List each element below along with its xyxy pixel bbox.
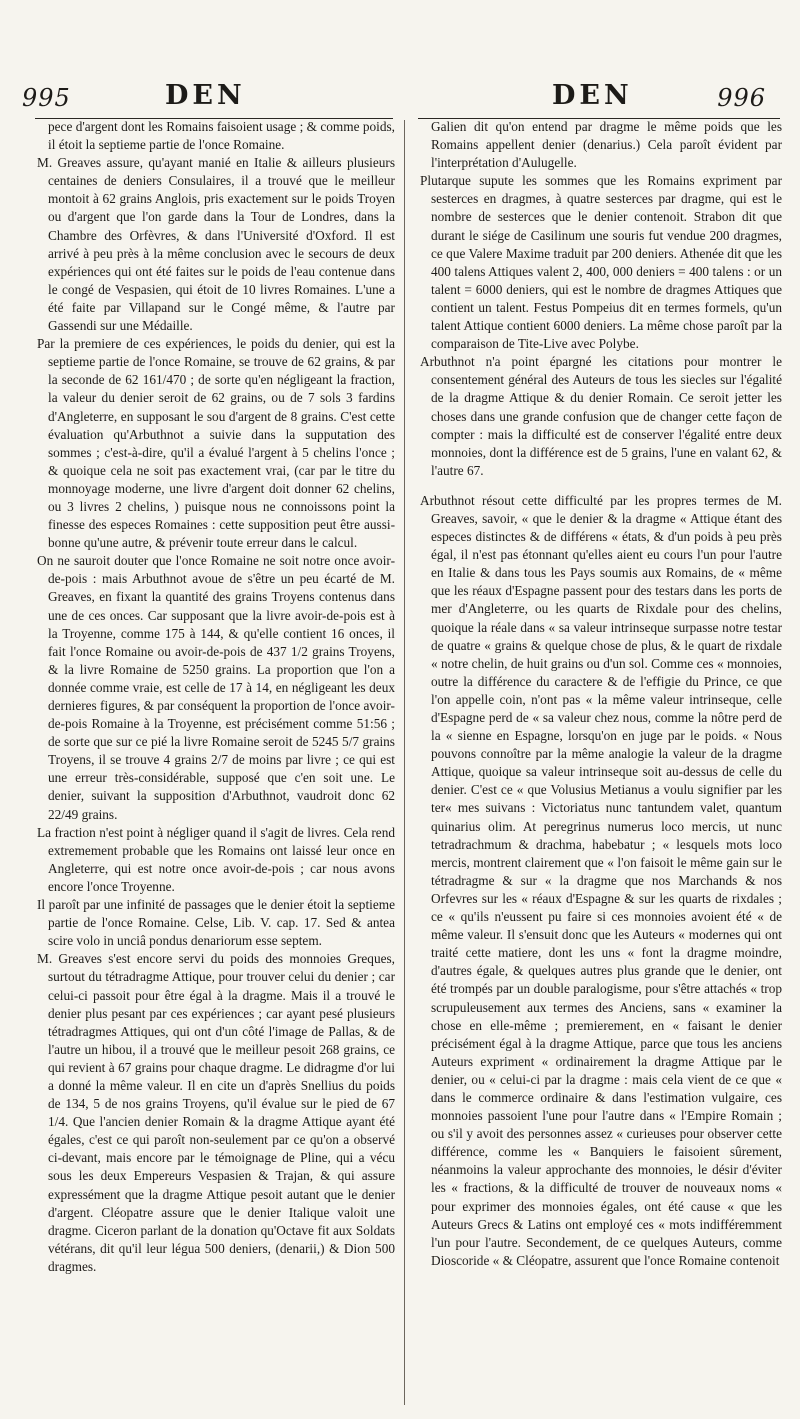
paragraph: Plutarque supute les sommes que les Romains expriment par sesterces en dragmes, à quatre sesterces par dragme, qui est le nombre de sesterces que le denier contenoit. Strabon dit que durant le siége de Casilinum une souris fut vendue 200 dragmes, ce que Valere Maxime traduit par 200 deniers. Athenée dit que les 400 talens Attiques valent 2, 400, 000 deniers = 400 talens : or un talent = 6000 deniers, qui est le nombre de dragmes Attiques que contient un talent. Festus Pompeius dit en termes formels, qu'un talent Attique contient 6000 deniers. La même chose paroît par la comparaison de Tite-Live avec Polybe.: [420, 173, 782, 352]
left-page-number: 995: [22, 84, 71, 112]
paragraph: Il paroît par une infinité de passages que le denier étoit la septieme partie de l'once Romaine. Celse, Lib. V. cap. 17. Sed & antea scire volo in unciâ pondus denariorum esse septem.: [37, 897, 395, 949]
paragraph: M. Greaves assure, qu'ayant manié en Italie & ailleurs plusieurs centaines de deniers Consulaires, il a trouvé que le meilleur montoit à 62 grains Anglois, pris exactement sur le poids Troyen ou d'argent que l'on garde dans la Tour de Londres, dans la Chambre des Orfèvres, & dans l'Université d'Oxford. Il est arrivé à peu près à la même conclusion avec le secours de deux expériences qui ont été faites sur le poids de l'eau contenue dans le congé de Vespasien, qui étoit de 10 livres Romaines. L'une a été faite par Villapand sur le Congé même, & l'autre par Gassendi sur une Médaille.: [37, 155, 395, 334]
right-headword: DEN: [552, 80, 633, 111]
left-column: [37, 118, 395, 1419]
left-headword: DEN: [165, 80, 246, 111]
paragraph: M. Greaves s'est encore servi du poids des monnoies Greques, surtout du tétradragme Attique, pour trouver celui du denier ; car celui-ci passoit pour être égal à la dragme. Mais il a trouvé le denier plus pesant par ces expériences ; car ayant pesé plusieurs tétradragmes Attiques, qui ont d'un côté l'image de Pallas, & de l'autre un hibou, il a trouvé que le meilleur pesoit 268 grains, ce qui revient à 67 grains pour chaque dragme. Le didragme d'or lui a donné la même valeur. Il en cite un d'après Snellius du poids de 134, 5 de nos grains Troyens, qu'il évalue sur le pied de 67 1/4. Que l'ancien denier Romain & la dragme Attique ayant été égales, c'est ce qui paroît non-seulement par ce qu'on a observé ci-devant, mais encore par le témoignage de Pline, qui a vécu sous les deux Empereurs Vespasien & Trajan, & qui assure expressément que la dragme Attique pesoit autant que le denier d'argent. Cléopatre assure que le denier Italique valoit une dragme. Ciceron parlant de la donation qu'Octave fit aux Soldats vétérans, dit qu'il leur légua 500 deniers, (denarii,) & Dion 500 dragmes.: [37, 951, 395, 1274]
page-header: [0, 80, 800, 120]
right-page-number: 996: [717, 84, 766, 112]
paragraph: La fraction n'est point à négliger quand il s'agit de livres. Cela rend extremement probable que les Romains ont laissé leur once en Angleterre, qui est notre once avoir-de-pois ; car nous avons encore l'once Troyenne.: [37, 824, 395, 894]
right-column: [420, 118, 782, 1419]
paragraph: Arbuthnot résout cette difficulté par les propres termes de M. Greaves, savoir, « que le denier & la dragme « Attique étant des especes distinctes & de différens « états, & d'un poids à peu près égal, il n'est pas étonnant qu'elles aient eu cours l'un pour l'autre en Italie & dans tous les Pays soumis aux Romains, de « même que les réaux d'Espagne passent pour des testars dans les ports de mer d'Angleterre, ou les quarts de Rixdale pour des chelins, quoique la réale dans « sa valeur intrinseque surpasse notre testar de quatre « grains & quelque chose de plus, & le quart de rixdale « notre chelin, de huit grains ou d'un sol. Comme ces « monnoies, outre la différence du caractere & de l'effigie du Prince, ce que l'on appelle coin, n'ont pas « la même valeur intrinseque, celle d'Espagne perd de « sa valeur chez nous, comme la nôtre perd de la « sienne en Espagne, lorsqu'on en juge par le poids. « Nous pouvons connoître par la même analogie la valeur de la dragme Attique, quoique sa valeur intrinseque soit au-dessus de celle du denier. C'est ce « que Volusius Metianus a voulu signifier par les ter« mes suivans : Victoriatus nunc tantundem valet, quantum quinarius olim. At peregrinus numerus loco mercis, ut nunc tetradrachmum & drachma, habebatur ; « lesquels mots loco mercis, montrent clairement que « l'on faisoit le même gain sur le tétradragme & sur « la dragme que nos Marchands & nos Orfevres sur les « réaux d'Espagne & sur les quarts de rixdales ; ce « qu'ils n'eussent pu faire si ces monnoies avoient été « de même valeur. Il s'ensuit donc que les Auteurs « modernes qui ont traité cette matiere, dont les uns « font la dragme moindre, d'autres égale, & quelques autres plus grande que le denier, ont été trompés par un double paralogisme, pour s'être attachés « trop scrupuleusement aux termes des Anciens, sans « examiner la chose en elle-même ; premierement, en « faisant le denier précisément égal à la dragme Attique, parce que tous les anciens Auteurs expriment « ordinairement la dragme Attique par le denier, ou « celui-ci par la dragme : mais cela vient de ce que « dans le commerce ordinaire & dans l'estimation vulgaire, ces monnoies passoient l'une pour l'autre dans « l'Empire Romain ; ou s'il y avoit des personnes assez « curieuses pour observer cette différence, comme les « Banquiers le faisoient sûrement, néanmoins la valeur approchante des monnoies, le désir d'éviter les « fractions, & la difficulté de trouver de nouveaux noms « pour exprimer des monnoies égales, ont été cause « que les Auteurs Grecs & Latins ont employé ces « mots indifféremment l'un pour l'autre. Secondement, de ce quelques Auteurs, comme Dioscoride « & Cléopatre, assurent que l'once Romaine contenoit: [420, 492, 782, 1268]
paragraph: On ne sauroit douter que l'once Romaine ne soit notre once avoir-de-pois : mais Arbuthnot avoue de s'être un peu écarté de M. Greaves, en fixant la quantité des grains Troyens contenus dans une de ces onces. Car supposant que la livre avoir-de-pois est à la Troyenne, comme 175 à 144, & qu'elle contient 16 onces, il fait l'once Romaine ou avoir-de-pois de 437 1/2 grains Troyens, & la livre Romaine de 5250 grains. La proportion que l'on a donnée comme vraie, est celle de 17 à 14, en négligeant les deux dernieres figures, & par conséquent la proportion de l'once avoir-de-pois Romaine à la Troyenne, est précisément comme 51:56 ; de sorte que sur ce pié la livre Romaine seroit de 5245 5/7 grains Troyens, il se trouve 4 grains 2/7 de moins par livre ; ce qui est une erreur très-considérable, supposé que c'en soit une. Le denier, suivant la supposition d'Arbuthnot, vaudroit donc 62 22/49 grains.: [37, 553, 395, 822]
paragraph: pece d'argent dont les Romains faisoient usage ; & comme poids, il étoit la septieme partie de l'once Romaine.: [48, 119, 395, 153]
column-divider: [404, 120, 405, 1405]
paragraph: Galien dit qu'on entend par dragme le même poids que les Romains appellent denier (denarius.) Cela paroît évident par l'interprétation d'Aulugelle.: [431, 119, 782, 171]
paragraph: Par la premiere de ces expériences, le poids du denier, qui est la septieme partie de l'once Romaine, se trouve de 62 grains, & par la seconde de 62 161/470 ; de sorte qu'en négligeant la fraction, la valeur du denier seroit de 62 grains, ou de 7 sols 3 fardins d'Angleterre, en supposant le sou d'argent de 8 grains. C'est cette évaluation qu'Arbuthnot a suivie dans la supputation des sommes ; c'est-à-dire, qu'il a évalué l'argent à 5 chelins l'once ; & quoique cela ne soit pas exactement vrai, (car par le titre du monnoyage moderne, une livre d'argent doit donner 62 chelins, ou 3 livres 2 chelins, ) puisque nous ne connoissons point la finesse des especes Romaines : cette supposition peut être aussi-bonne qu'une autre, & prévenir toute erreur dans le calcul.: [37, 336, 395, 551]
paragraph: Arbuthnot n'a point épargné les citations pour montrer le consentement général des Auteurs de tous les siecles sur l'égalité de la dragme Attique & du denier Romain. Ce seroit jetter les choses dans une grande confusion que de changer cette façon de compter : mais la difficulté est de conserver l'égalité entre deux monnoies, dont la différence est de 5 grains, l'une en valant 62, & l'autre 67.: [420, 354, 782, 478]
